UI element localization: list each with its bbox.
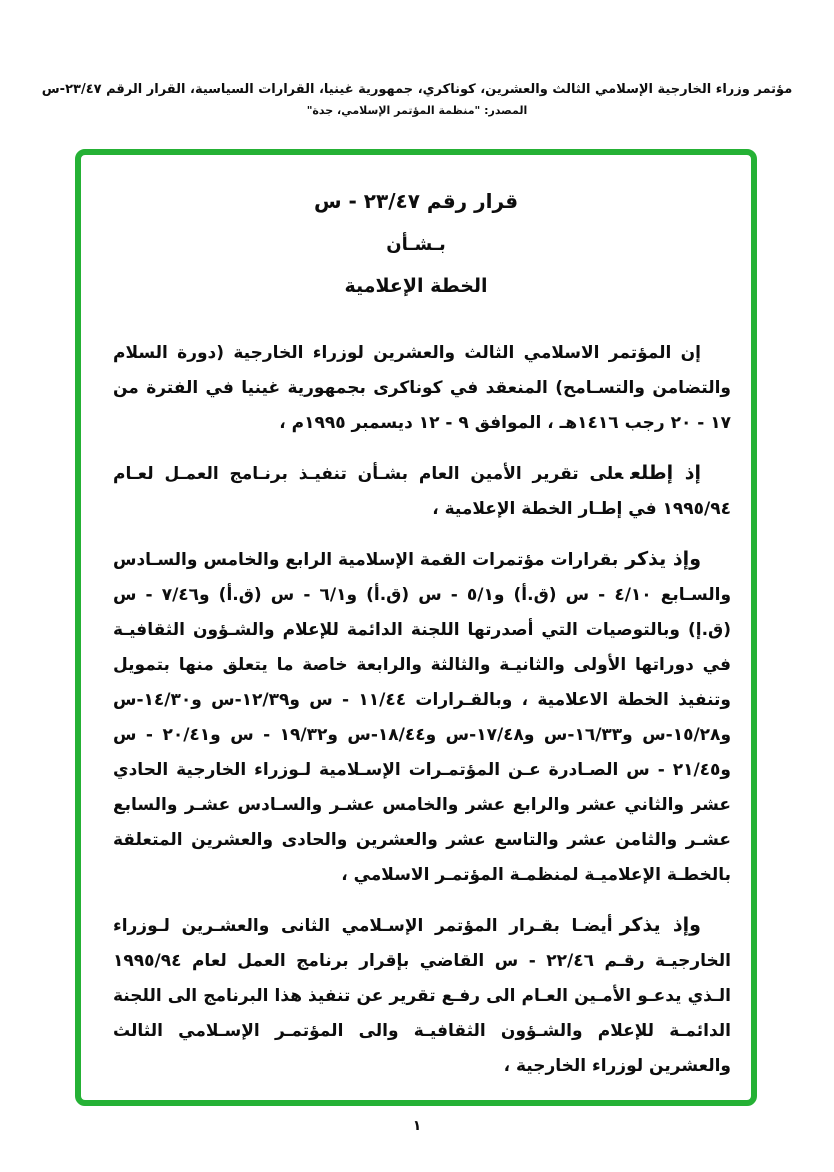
paragraph-text: إن المؤتمر الاسلامي الثالث والعشرين لوزراء الخارجية (دورة السلام والتضامن والتسـامح) المنعقد في كوناكرى بجمهورية غينيا في الفترة من ١٧ - ٢٠ رجب ١٤١٦هـ ، الموافق ٩ - ١٢ ديسمبر ١٩٩٥م ، <box>113 343 731 433</box>
resolution-subject-line: الخطة الإعلامية <box>344 275 488 297</box>
paragraph-text: بقرارات مؤتمرات القمة الإسلامية الرابع والخامس والسـادس والسـابع ٤/١٠ - س (ق.أ) و٥/١ - س (ق.أ) و٦/١ - س (ق.أ) و٧/٤٦ - س (ق.إ) وبالتوصيات التي أصدرتها اللجنة الدائمة للإعلام والشـؤون الثقافيـة في دوراتها الأولى والثانيـة والثالثة والرابعة خاصة ما يتعلق منها بتمويل وتنفيذ الخطة الاعلامية ، وبالقـرارات ١١/٤٤ - س و١٢/٣٩-س و١٤/٣٠-س و١٥/٢٨-س و١٦/٣٣-س و١٧/٤٨-س و١٨/٤٤-س و١٩/٣٢ - س و٢٠/٤١ - س و٢١/٤٥ - س الصـادرة عـن المؤتمـرات الإسـلامية لـوزراء الخارجية الحادي عشر والثاني عشر والرابع عشر والخامس عشـر والسـادس عشـر والسابع عشـر والثامن عشر والتاسع عشر والعشرين والحادى والعشرين المتعلقة بالخطـة الإعلاميـة لمنظمـة المؤتمـر الاسلامي ، <box>113 550 732 885</box>
document-header <box>0 82 834 117</box>
paragraph-preamble <box>113 335 731 441</box>
header-publisher-line: المصدر: "منظمة المؤتمر الإسلامي، جدة" <box>306 104 528 117</box>
resolution-concerning-line: بـشـأن <box>386 234 446 255</box>
page-number: ١ <box>412 1118 422 1134</box>
resolution-number-line: قرار رقم ٢٣/٤٧ - س <box>313 189 519 213</box>
header-source-line: مؤتمر وزراء الخارجية الإسلامي الثالث والعشرين، كوناكري، جمهورية غينيا، القرارات السياسية، القرار الرقم ٢٣/٤٧-س <box>41 82 793 97</box>
paragraph-lead: إذ إطلع <box>630 462 701 484</box>
paragraph-lead: وإذ يذكر <box>619 914 701 936</box>
paragraph-recalling-icfm22 <box>113 908 731 1084</box>
resolution-body <box>81 297 751 1084</box>
paragraph-text: أيضـا بقـرار المؤتمر الإسـلامي الثانى والعشـرين لـوزراء الخارجيـة رقـم ٢٢/٤٦ - س القاضي بإقرار برنامج العمل لعام ١٩٩٥/٩٤ الـذي يدعـو الأمـين العـام الى رفـع تقرير عن تنفيذ هذا البرنامج الى اللجنة الدائمـة للإعلام والشـؤون الثقافيـة والى المؤتمـر الإسـلامي الثالث والعشرين لوزراء الخارجية ، <box>113 916 731 1076</box>
paragraph-lead: وإذ يذكر <box>625 548 701 570</box>
paragraph-text: على تقرير الأمين العام بشـأن تنفيـذ برنـامج العمـل لعـام ١٩٩٥/٩٤ في إطـار الخطة الإعلامية ، <box>113 464 731 519</box>
paragraph-having-reviewed <box>113 456 731 527</box>
document-border <box>75 149 757 1106</box>
paragraph-recalling-summits <box>113 542 731 893</box>
resolution-title <box>81 189 751 297</box>
